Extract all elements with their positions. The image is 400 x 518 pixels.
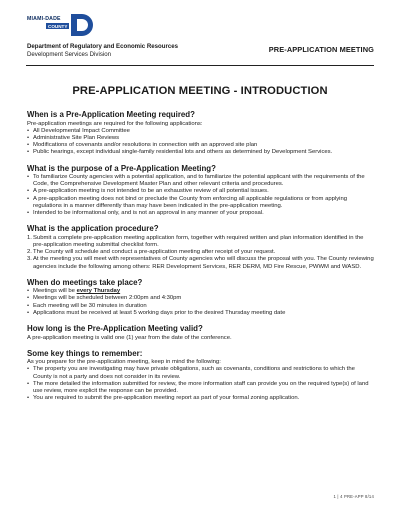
- section-intro: As you prepare for the pre-application meeting, keep in mind the following:: [27, 359, 221, 366]
- bullet-list: [27, 366, 375, 402]
- list-item: • Meetings will be scheduled between 2:00pm and 4:30pm: [27, 295, 375, 302]
- section-purpose: [27, 164, 375, 218]
- list-item: • You are required to submit the pre-application meeting report as part of your formal zoning application.: [27, 395, 375, 402]
- bullet-list: [27, 174, 375, 217]
- section-heading: What is the purpose of a Pre-Application Meeting?: [27, 163, 216, 173]
- emphasis-text: every Thursday: [76, 288, 121, 295]
- page-footer: 1 | 4 PRE-APP 8/14: [333, 494, 374, 499]
- list-item: [27, 249, 375, 256]
- section-intro: A pre-application meeting is valid one (1) year from the date of the conference.: [27, 334, 232, 341]
- logo-wordmark: MIAMI-DADE: [27, 16, 61, 22]
- section-intro: Pre-application meetings are required for the following applications:: [27, 120, 203, 127]
- header-doc-label: PRE-APPLICATION MEETING: [268, 45, 374, 54]
- list-item: • The property you are investigating may have private obligations, such as covenants, conditions and restrictions to which the County is not a party and does not consider in its review.: [27, 366, 375, 380]
- list-item: • The more detailed the information submitted for review, the more information staff can provide you on the required type(s) of land use review, more explicit the response can be provided.: [27, 381, 375, 395]
- section-heading: When is a Pre-Application Meeting required?: [27, 110, 195, 119]
- list-item-text: The County will schedule and conduct a pre-application meeting after receipt of your request.: [33, 249, 276, 256]
- list-item: • All Developmental Impact Committee: [27, 128, 375, 135]
- section-validity: [27, 324, 375, 342]
- list-item: [27, 235, 375, 249]
- miami-dade-county-logo: [27, 14, 99, 42]
- division-name: Development Services Division: [27, 51, 111, 58]
- list-item: • Each meeting will be 30 minutes in duration: [27, 303, 375, 310]
- list-number: 2.: [27, 249, 32, 256]
- section-key-things: [27, 349, 375, 403]
- list-item: • A pre-application meeting is not intended to be an exhaustive review of all potential issues.: [27, 188, 375, 195]
- list-item: • Applications must be received at least 5 working days prior to the desired Thursday meeting date: [27, 310, 375, 317]
- section-heading: What is the application procedure?: [27, 224, 159, 234]
- page-title: PRE-APPLICATION MEETING - INTRODUCTION: [72, 85, 328, 97]
- header-rule: [26, 65, 374, 66]
- list-number: 3.: [27, 256, 32, 263]
- section-heading: How long is the Pre-Application Meeting valid?: [27, 324, 203, 334]
- section-heading: When do meetings take place?: [27, 277, 143, 287]
- section-heading: Some key things to remember:: [27, 348, 143, 358]
- list-item: • Public hearings, except individual single-family residential lots and others as determined by Development Services.: [27, 149, 375, 156]
- list-item-text: At the meeting you will meet with representatives of County agencies who will discuss the proposal with you. The County reviewing agencies include the following among others: RER Development Services, RER DERM, MD Fire Rescue, PWWM and WASD.: [33, 256, 374, 270]
- list-item: • A pre-application meeting does not bind or preclude the County from enforcing all applicable regulations or from applying regulations in a manner differently than may have been indicated in the pre-application meeting.: [27, 196, 375, 210]
- document-body: [27, 110, 375, 409]
- list-number: 1.: [27, 234, 32, 241]
- section-when-meetings: [27, 278, 375, 317]
- list-item: [27, 256, 375, 270]
- section-procedure: [27, 224, 375, 271]
- section-when-required: [27, 110, 375, 157]
- numbered-list: [27, 235, 375, 271]
- list-item: [27, 288, 375, 295]
- department-name: Department of Regulatory and Economic Resources: [27, 43, 179, 50]
- list-item: • Modifications of covenants and/or resolutions in connection with an approved site plan: [27, 142, 375, 149]
- bullet-list: [27, 128, 375, 157]
- logo-county-label: COUNTY: [48, 23, 68, 29]
- logo-mark-icon: [67, 14, 97, 36]
- list-item-text: Meetings will be: [33, 288, 75, 295]
- list-item: • Administrative Site Plan Reviews: [27, 135, 375, 142]
- list-item: • To familiarize County agencies with a potential application, and to familiarize the potential applicant with the requirements of the Code, the Comprehensive Development Master Plan and other relevant criteria and procedures.: [27, 174, 375, 188]
- list-item-text: Submit a complete pre-application meeting application form, together with required written and plan information identified in the pre-application meeting submittal checklist form.: [33, 234, 364, 248]
- list-item: • Intended to be informational only, and is not an approval in any manner of your proposal.: [27, 210, 375, 217]
- bullet-list: [27, 288, 375, 317]
